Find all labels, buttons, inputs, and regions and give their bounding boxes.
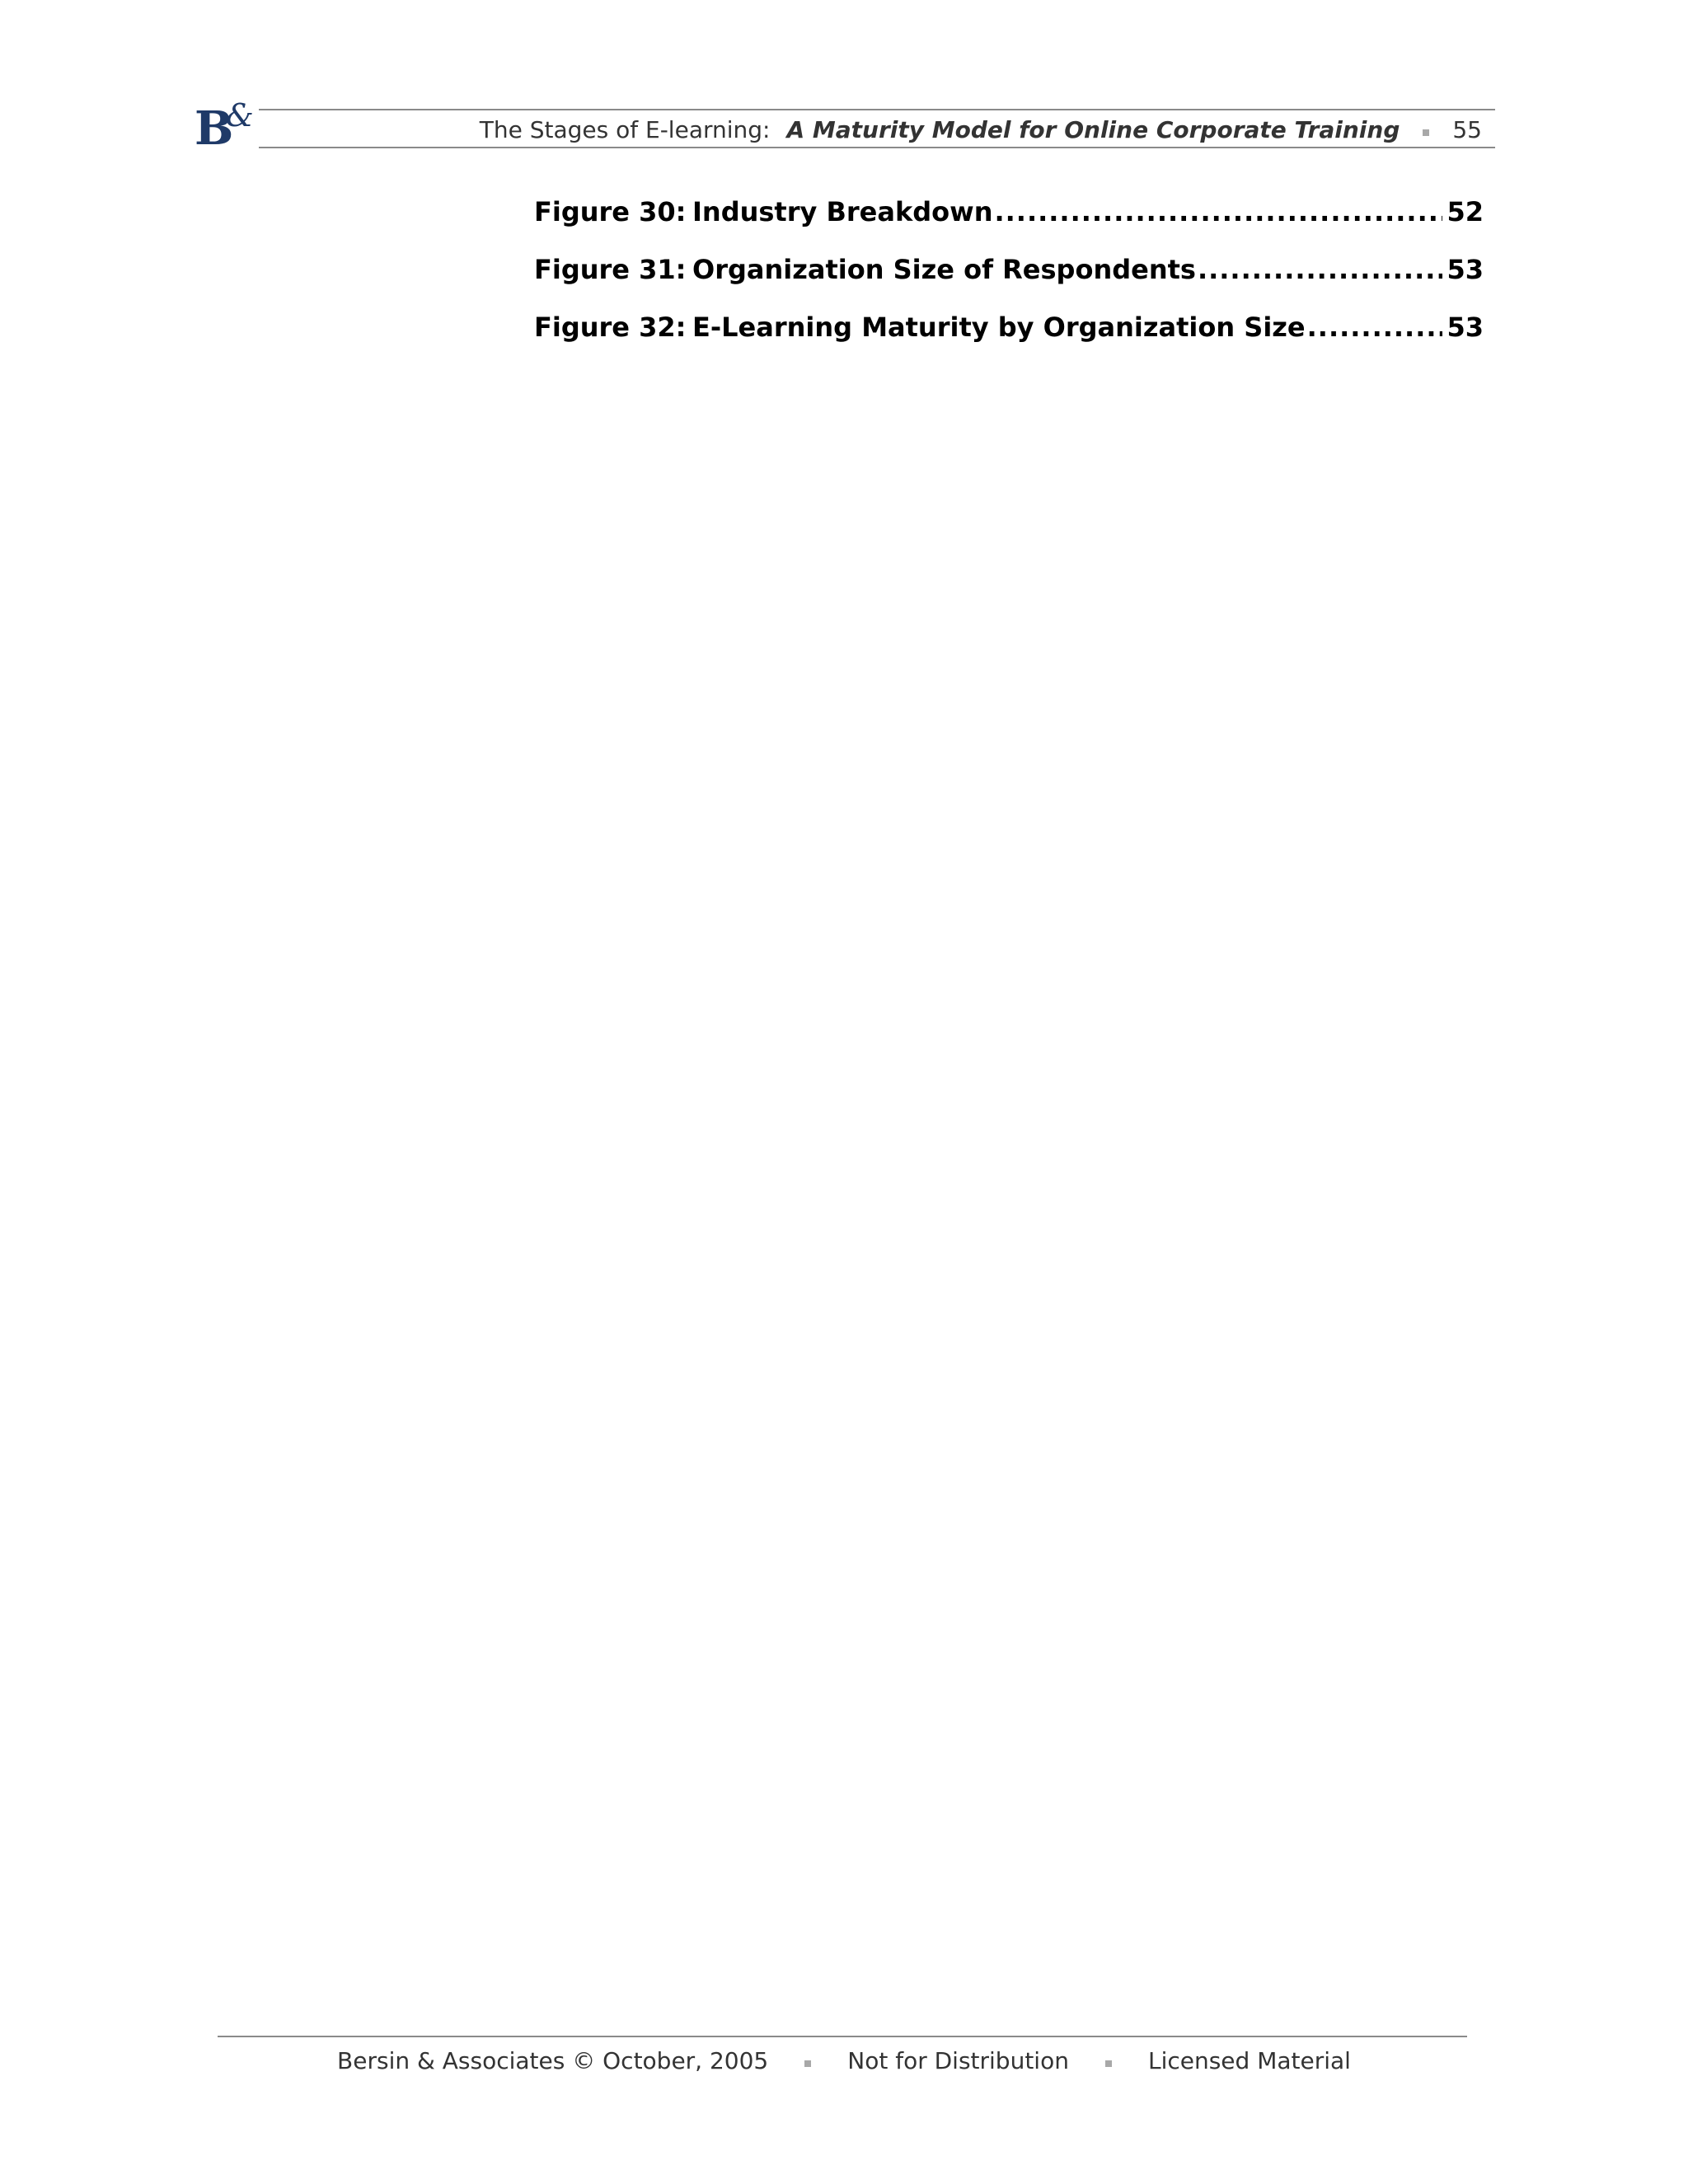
figure-title: E-Learning Maturity by Organization Size [692, 312, 1306, 343]
header-rule-top [259, 109, 1495, 110]
footer-license: Licensed Material [1147, 2046, 1351, 2074]
footer-copyright: Bersin & Associates © October, 2005 [337, 2046, 769, 2074]
running-header [480, 114, 1482, 145]
header-subtitle: A Maturity Model for Online Corporate Training [786, 115, 1400, 143]
figure-title: Organization Size of Respondents [692, 254, 1196, 285]
figure-page-number: 53 [1447, 254, 1484, 285]
list-of-figures [534, 196, 1484, 369]
dot-leader [1198, 254, 1442, 285]
header-separator-square [1423, 129, 1429, 136]
figure-title: Industry Breakdown [692, 196, 993, 227]
figure-entry[interactable] [534, 196, 1484, 254]
header-title: The Stages of E-learning: [479, 115, 771, 143]
figure-label: Figure 31: [534, 254, 687, 285]
dot-leader [1307, 312, 1442, 343]
page-footer [0, 2041, 1688, 2080]
bersin-logo [195, 97, 257, 156]
footer-separator-square [1105, 2060, 1112, 2067]
figure-entry[interactable] [534, 254, 1484, 312]
footer-separator-square [804, 2060, 811, 2067]
figure-entry[interactable] [534, 312, 1484, 369]
figure-label: Figure 32: [534, 312, 687, 343]
figure-page-number: 53 [1447, 312, 1484, 343]
logo-letter: B [195, 101, 234, 156]
logo-ampersand: & [226, 97, 254, 134]
footer-rule [218, 2036, 1467, 2037]
dot-leader [994, 196, 1442, 227]
figure-page-number: 52 [1447, 196, 1484, 227]
header-rule-bottom [259, 147, 1495, 148]
figure-label: Figure 30: [534, 196, 687, 227]
page-number: 55 [1452, 115, 1482, 143]
footer-distribution: Not for Distribution [847, 2046, 1069, 2074]
